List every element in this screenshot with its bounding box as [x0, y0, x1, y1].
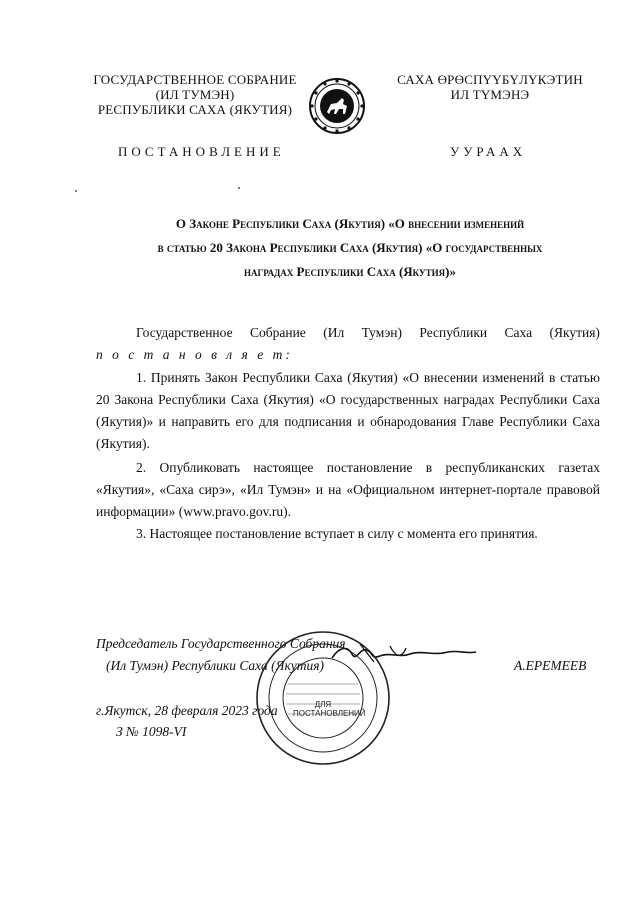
- header-right-line-2: ИЛ ТҮМЭНЭ: [450, 87, 530, 102]
- header-right: [380, 72, 600, 102]
- doc-type-russian: ПОСТАНОВЛЕНИЕ: [118, 144, 285, 159]
- signer-position-line-1: Председатель Государственного Собрания: [96, 636, 346, 651]
- signer-position-line-2: (Ил Тумэн) Республики Саха (Якутия): [106, 658, 325, 673]
- official-stamp: [253, 628, 393, 768]
- document-title: [100, 212, 600, 284]
- intro-word: (Ил: [323, 325, 345, 340]
- decree-word: п о с т а н о в л я е т:: [96, 347, 293, 362]
- intro-word: (Якутия): [549, 325, 600, 340]
- document-number: З № 1098-VI: [116, 724, 187, 739]
- intro-word: Республики: [419, 325, 488, 340]
- clause-3: 3. Настоящее постановление вступает в силу с момента его принятия.: [136, 526, 538, 541]
- header-right-line-1: САХА ӨРӨСПҮҮБҮЛҮКЭТИН: [397, 72, 583, 87]
- intro-word: Государственное: [136, 325, 233, 340]
- header-left-line-2: (ИЛ ТУМЭН): [155, 87, 235, 102]
- clause-2: 2. Опубликовать настоящее постановление в республиканских газетах «Якутия», «Саха сирэ», «Ил Тумэн» и на «Официальном интернет-портале правовой информации» (www.pravo.gov.ru).: [96, 460, 600, 519]
- stamp-line-1: ДЛЯ: [314, 700, 332, 709]
- intro-line: [136, 322, 600, 344]
- header-left: [85, 72, 305, 117]
- doc-type-yakut: УУРААХ: [450, 144, 527, 159]
- intro-word: Тумэн): [361, 325, 402, 340]
- place-date: г.Якутск, 28 февраля 2023 года: [96, 703, 278, 718]
- title-line-2: в статью 20 Закона Республики Саха (Якутия) «О государственных: [157, 240, 543, 255]
- clause-1: 1. Принять Закон Республики Саха (Якутия) «О внесении изменений в статью 20 Закона Республики Саха (Якутия) «О государственных наградах Республики Саха (Якутия)» и направить его для подписания и обнародования Главе Республики Саха (Якутия).: [96, 370, 600, 451]
- stamp-line-2: ПОСТАНОВЛЕНИЙ: [293, 709, 366, 718]
- intro-word: Собрание: [249, 325, 306, 340]
- title-line-1: О Законе Республики Саха (Якутия) «О внесении изменений: [175, 216, 525, 231]
- signer-name: А.ЕРЕМЕЕВ: [514, 658, 587, 673]
- header-left-line-1: ГОСУДАРСТВЕННОЕ СОБРАНИЕ: [93, 72, 297, 87]
- intro-word: Саха: [504, 325, 533, 340]
- scan-speck: [75, 190, 77, 192]
- title-line-3: наградах Республики Саха (Якутия)»: [244, 264, 456, 279]
- stamp-center-text: [293, 700, 366, 718]
- header-left-line-3: РЕСПУБЛИКИ САХА (ЯКУТИЯ): [97, 102, 293, 117]
- coat-of-arms-icon: [307, 76, 367, 136]
- scan-speck: [238, 187, 240, 189]
